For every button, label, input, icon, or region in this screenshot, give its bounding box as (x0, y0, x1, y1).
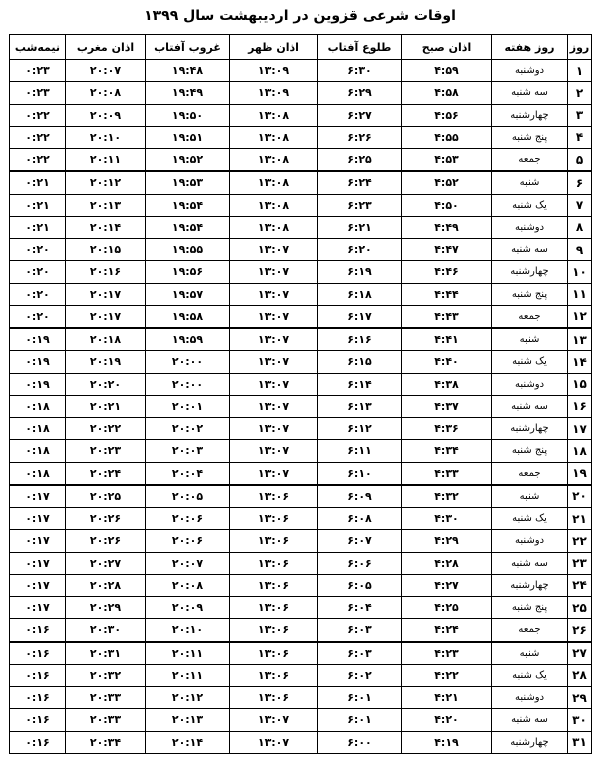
cell-midnight: ۰:۲۱ (10, 216, 66, 238)
cell-dhuhr: ۱۳:۰۷ (230, 328, 318, 351)
table-row (10, 530, 592, 552)
cell-sunrise: ۶:۲۹ (318, 82, 402, 104)
cell-sunset: ۲۰:۱۱ (146, 642, 230, 665)
cell-maghrib: ۲۰:۲۲ (66, 418, 146, 440)
cell-fajr: ۴:۳۲ (402, 485, 492, 508)
cell-sunset: ۲۰:۰۰ (146, 373, 230, 395)
cell-maghrib: ۲۰:۳۳ (66, 709, 146, 731)
cell-sunrise: ۶:۱۷ (318, 305, 402, 328)
cell-fajr: ۴:۴۶ (402, 261, 492, 283)
cell-weekday: شنبه (492, 171, 568, 194)
cell-fajr: ۴:۳۷ (402, 395, 492, 417)
cell-sunrise: ۶:۲۵ (318, 149, 402, 172)
table-row (10, 395, 592, 417)
cell-sunrise: ۶:۰۲ (318, 664, 402, 686)
page-title: اوقات شرعی قزوین در اردیبهشت سال ۱۳۹۹ (144, 8, 456, 24)
cell-midnight: ۰:۱۸ (10, 418, 66, 440)
cell-weekday: یک شنبه (492, 194, 568, 216)
cell-sunset: ۲۰:۰۲ (146, 418, 230, 440)
cell-dhuhr: ۱۳:۰۷ (230, 709, 318, 731)
cell-weekday: دوشنبه (492, 216, 568, 238)
table-row (10, 574, 592, 596)
cell-midnight: ۰:۲۲ (10, 149, 66, 172)
cell-fajr: ۴:۵۵ (402, 126, 492, 148)
table-row (10, 261, 592, 283)
cell-dhuhr: ۱۳:۰۷ (230, 731, 318, 753)
cell-sunrise: ۶:۲۷ (318, 104, 402, 126)
cell-dhuhr: ۱۳:۰۷ (230, 418, 318, 440)
cell-sunrise: ۶:۱۱ (318, 440, 402, 462)
cell-dhuhr: ۱۳:۰۷ (230, 395, 318, 417)
cell-dhuhr: ۱۳:۰۶ (230, 508, 318, 530)
cell-day-number: ۲۱ (568, 508, 592, 530)
cell-day-number: ۲۰ (568, 485, 592, 508)
cell-sunset: ۱۹:۵۵ (146, 239, 230, 261)
cell-midnight: ۰:۲۰ (10, 239, 66, 261)
table-row (10, 508, 592, 530)
cell-dhuhr: ۱۳:۰۶ (230, 664, 318, 686)
cell-day-number: ۷ (568, 194, 592, 216)
table-row (10, 328, 592, 351)
cell-dhuhr: ۱۳:۰۸ (230, 126, 318, 148)
cell-dhuhr: ۱۳:۰۶ (230, 574, 318, 596)
cell-dhuhr: ۱۳:۰۷ (230, 283, 318, 305)
cell-midnight: ۰:۲۳ (10, 82, 66, 104)
cell-sunset: ۲۰:۰۵ (146, 485, 230, 508)
cell-day-number: ۶ (568, 171, 592, 194)
cell-fajr: ۴:۳۳ (402, 462, 492, 485)
cell-dhuhr: ۱۳:۰۷ (230, 373, 318, 395)
cell-midnight: ۰:۱۶ (10, 619, 66, 642)
table-body (10, 60, 592, 754)
table-row (10, 82, 592, 104)
cell-midnight: ۰:۱۸ (10, 462, 66, 485)
table-row (10, 104, 592, 126)
cell-weekday: جمعه (492, 619, 568, 642)
header-dhuhr: اذان ظهر (230, 35, 318, 60)
cell-sunrise: ۶:۱۶ (318, 328, 402, 351)
cell-maghrib: ۲۰:۰۸ (66, 82, 146, 104)
cell-weekday: شنبه (492, 642, 568, 665)
cell-sunrise: ۶:۰۰ (318, 731, 402, 753)
cell-midnight: ۰:۱۶ (10, 664, 66, 686)
cell-day-number: ۳۱ (568, 731, 592, 753)
cell-fajr: ۴:۴۴ (402, 283, 492, 305)
cell-maghrib: ۲۰:۳۲ (66, 664, 146, 686)
cell-maghrib: ۲۰:۱۵ (66, 239, 146, 261)
cell-weekday: پنج شنبه (492, 283, 568, 305)
cell-sunrise: ۶:۱۸ (318, 283, 402, 305)
cell-fajr: ۴:۴۱ (402, 328, 492, 351)
cell-sunrise: ۶:۰۴ (318, 597, 402, 619)
cell-sunrise: ۶:۰۸ (318, 508, 402, 530)
cell-sunset: ۱۹:۵۴ (146, 216, 230, 238)
cell-dhuhr: ۱۳:۰۶ (230, 619, 318, 642)
cell-maghrib: ۲۰:۳۴ (66, 731, 146, 753)
cell-midnight: ۰:۱۷ (10, 597, 66, 619)
cell-fajr: ۴:۳۶ (402, 418, 492, 440)
cell-day-number: ۱۹ (568, 462, 592, 485)
prayer-times-table (9, 34, 592, 754)
cell-maghrib: ۲۰:۲۶ (66, 508, 146, 530)
cell-weekday: شنبه (492, 485, 568, 508)
cell-day-number: ۱۱ (568, 283, 592, 305)
cell-fajr: ۴:۲۲ (402, 664, 492, 686)
cell-weekday: چهارشنبه (492, 574, 568, 596)
cell-sunrise: ۶:۲۶ (318, 126, 402, 148)
cell-sunset: ۲۰:۰۱ (146, 395, 230, 417)
cell-weekday: یک شنبه (492, 351, 568, 373)
cell-sunrise: ۶:۰۱ (318, 709, 402, 731)
cell-sunrise: ۶:۲۱ (318, 216, 402, 238)
cell-midnight: ۰:۱۷ (10, 574, 66, 596)
cell-sunset: ۲۰:۰۸ (146, 574, 230, 596)
cell-dhuhr: ۱۳:۰۶ (230, 642, 318, 665)
cell-fajr: ۴:۲۸ (402, 552, 492, 574)
cell-day-number: ۲۵ (568, 597, 592, 619)
cell-midnight: ۰:۲۳ (10, 60, 66, 82)
cell-sunrise: ۶:۱۰ (318, 462, 402, 485)
table-row (10, 597, 592, 619)
header-sunset: غروب آفتاب (146, 35, 230, 60)
cell-fajr: ۴:۴۰ (402, 351, 492, 373)
cell-day-number: ۳۰ (568, 709, 592, 731)
header-day-number: روز (568, 35, 592, 60)
cell-sunset: ۲۰:۱۴ (146, 731, 230, 753)
table-row (10, 552, 592, 574)
cell-day-number: ۵ (568, 149, 592, 172)
cell-fajr: ۴:۳۴ (402, 440, 492, 462)
cell-midnight: ۰:۱۹ (10, 351, 66, 373)
table-row (10, 194, 592, 216)
cell-weekday: دوشنبه (492, 687, 568, 709)
cell-maghrib: ۲۰:۲۹ (66, 597, 146, 619)
cell-sunset: ۱۹:۵۷ (146, 283, 230, 305)
table-row (10, 687, 592, 709)
table-row (10, 283, 592, 305)
cell-sunrise: ۶:۰۵ (318, 574, 402, 596)
cell-sunrise: ۶:۰۶ (318, 552, 402, 574)
cell-fajr: ۴:۵۹ (402, 60, 492, 82)
table-row (10, 709, 592, 731)
cell-sunrise: ۶:۲۳ (318, 194, 402, 216)
cell-sunset: ۱۹:۵۶ (146, 261, 230, 283)
cell-sunset: ۲۰:۰۰ (146, 351, 230, 373)
cell-dhuhr: ۱۳:۰۹ (230, 60, 318, 82)
cell-sunset: ۱۹:۵۹ (146, 328, 230, 351)
cell-dhuhr: ۱۳:۰۶ (230, 485, 318, 508)
cell-maghrib: ۲۰:۳۰ (66, 619, 146, 642)
cell-midnight: ۰:۱۷ (10, 530, 66, 552)
cell-sunrise: ۶:۰۳ (318, 619, 402, 642)
cell-day-number: ۱۴ (568, 351, 592, 373)
table-row (10, 664, 592, 686)
cell-maghrib: ۲۰:۱۴ (66, 216, 146, 238)
cell-weekday: یک شنبه (492, 664, 568, 686)
header-weekday: روز هفته (492, 35, 568, 60)
cell-sunrise: ۶:۰۷ (318, 530, 402, 552)
cell-day-number: ۱۳ (568, 328, 592, 351)
cell-maghrib: ۲۰:۲۴ (66, 462, 146, 485)
table-row (10, 171, 592, 194)
cell-sunset: ۲۰:۰۳ (146, 440, 230, 462)
table-row (10, 60, 592, 82)
cell-maghrib: ۲۰:۳۳ (66, 687, 146, 709)
cell-sunset: ۲۰:۰۷ (146, 552, 230, 574)
cell-dhuhr: ۱۳:۰۷ (230, 351, 318, 373)
cell-day-number: ۱۰ (568, 261, 592, 283)
cell-day-number: ۲۸ (568, 664, 592, 686)
cell-day-number: ۲۴ (568, 574, 592, 596)
cell-midnight: ۰:۱۸ (10, 395, 66, 417)
cell-fajr: ۴:۲۳ (402, 642, 492, 665)
cell-dhuhr: ۱۳:۰۸ (230, 104, 318, 126)
cell-fajr: ۴:۲۹ (402, 530, 492, 552)
cell-sunrise: ۶:۰۹ (318, 485, 402, 508)
cell-fajr: ۴:۲۵ (402, 597, 492, 619)
cell-dhuhr: ۱۳:۰۷ (230, 261, 318, 283)
cell-sunset: ۲۰:۰۴ (146, 462, 230, 485)
cell-maghrib: ۲۰:۱۲ (66, 171, 146, 194)
cell-dhuhr: ۱۳:۰۸ (230, 216, 318, 238)
cell-sunrise: ۶:۲۴ (318, 171, 402, 194)
cell-dhuhr: ۱۳:۰۷ (230, 462, 318, 485)
table-row (10, 149, 592, 172)
cell-midnight: ۰:۲۰ (10, 283, 66, 305)
cell-day-number: ۳ (568, 104, 592, 126)
cell-midnight: ۰:۲۱ (10, 171, 66, 194)
cell-midnight: ۰:۱۶ (10, 642, 66, 665)
cell-sunset: ۱۹:۵۲ (146, 149, 230, 172)
table-row (10, 462, 592, 485)
cell-maghrib: ۲۰:۲۵ (66, 485, 146, 508)
cell-weekday: سه شنبه (492, 82, 568, 104)
cell-weekday: جمعه (492, 305, 568, 328)
cell-sunset: ۱۹:۵۱ (146, 126, 230, 148)
cell-dhuhr: ۱۳:۰۶ (230, 597, 318, 619)
table-row (10, 239, 592, 261)
cell-sunset: ۲۰:۰۶ (146, 508, 230, 530)
cell-sunset: ۲۰:۱۳ (146, 709, 230, 731)
cell-dhuhr: ۱۳:۰۹ (230, 82, 318, 104)
cell-midnight: ۰:۲۲ (10, 126, 66, 148)
cell-weekday: چهارشنبه (492, 418, 568, 440)
cell-sunrise: ۶:۱۲ (318, 418, 402, 440)
cell-maghrib: ۲۰:۲۶ (66, 530, 146, 552)
table-row (10, 126, 592, 148)
table-row (10, 642, 592, 665)
cell-maghrib: ۲۰:۱۷ (66, 283, 146, 305)
header-maghrib: اذان مغرب (66, 35, 146, 60)
cell-maghrib: ۲۰:۱۰ (66, 126, 146, 148)
cell-weekday: چهارشنبه (492, 731, 568, 753)
table-row (10, 351, 592, 373)
cell-midnight: ۰:۲۱ (10, 194, 66, 216)
cell-midnight: ۰:۱۸ (10, 440, 66, 462)
cell-maghrib: ۲۰:۱۱ (66, 149, 146, 172)
cell-weekday: سه شنبه (492, 239, 568, 261)
cell-sunrise: ۶:۰۱ (318, 687, 402, 709)
cell-maghrib: ۲۰:۱۸ (66, 328, 146, 351)
cell-maghrib: ۲۰:۱۳ (66, 194, 146, 216)
cell-fajr: ۴:۳۰ (402, 508, 492, 530)
cell-sunset: ۲۰:۰۶ (146, 530, 230, 552)
cell-sunset: ۲۰:۱۲ (146, 687, 230, 709)
table-header-row (10, 35, 592, 60)
cell-dhuhr: ۱۳:۰۶ (230, 552, 318, 574)
cell-weekday: پنج شنبه (492, 126, 568, 148)
cell-day-number: ۹ (568, 239, 592, 261)
cell-fajr: ۴:۴۳ (402, 305, 492, 328)
cell-midnight: ۰:۲۰ (10, 261, 66, 283)
cell-day-number: ۲۳ (568, 552, 592, 574)
cell-midnight: ۰:۱۹ (10, 373, 66, 395)
cell-sunset: ۲۰:۱۰ (146, 619, 230, 642)
cell-day-number: ۱۸ (568, 440, 592, 462)
cell-midnight: ۰:۱۶ (10, 731, 66, 753)
cell-sunset: ۱۹:۴۸ (146, 60, 230, 82)
cell-weekday: سه شنبه (492, 395, 568, 417)
cell-weekday: چهارشنبه (492, 104, 568, 126)
cell-sunset: ۱۹:۵۸ (146, 305, 230, 328)
table-row (10, 216, 592, 238)
cell-day-number: ۸ (568, 216, 592, 238)
cell-weekday: چهارشنبه (492, 261, 568, 283)
cell-sunrise: ۶:۲۰ (318, 239, 402, 261)
cell-dhuhr: ۱۳:۰۶ (230, 687, 318, 709)
cell-dhuhr: ۱۳:۰۷ (230, 440, 318, 462)
header-fajr: اذان صبح (402, 35, 492, 60)
cell-day-number: ۱ (568, 60, 592, 82)
cell-sunrise: ۶:۰۳ (318, 642, 402, 665)
cell-day-number: ۲۹ (568, 687, 592, 709)
table-row (10, 373, 592, 395)
cell-dhuhr: ۱۳:۰۸ (230, 171, 318, 194)
cell-sunrise: ۶:۱۳ (318, 395, 402, 417)
cell-weekday: دوشنبه (492, 373, 568, 395)
cell-dhuhr: ۱۳:۰۶ (230, 530, 318, 552)
cell-weekday: شنبه (492, 328, 568, 351)
header-midnight: نیمه‌شب (10, 35, 66, 60)
cell-fajr: ۴:۵۸ (402, 82, 492, 104)
cell-fajr: ۴:۲۷ (402, 574, 492, 596)
cell-sunrise: ۶:۱۹ (318, 261, 402, 283)
cell-midnight: ۰:۱۶ (10, 709, 66, 731)
cell-midnight: ۰:۱۷ (10, 552, 66, 574)
cell-maghrib: ۲۰:۲۰ (66, 373, 146, 395)
cell-midnight: ۰:۱۶ (10, 687, 66, 709)
cell-day-number: ۲۶ (568, 619, 592, 642)
cell-midnight: ۰:۲۲ (10, 104, 66, 126)
table-row (10, 305, 592, 328)
table-row (10, 731, 592, 753)
cell-weekday: سه شنبه (492, 552, 568, 574)
cell-fajr: ۴:۵۶ (402, 104, 492, 126)
cell-day-number: ۴ (568, 126, 592, 148)
cell-sunset: ۲۰:۰۹ (146, 597, 230, 619)
cell-maghrib: ۲۰:۲۱ (66, 395, 146, 417)
table-row (10, 418, 592, 440)
cell-midnight: ۰:۱۷ (10, 485, 66, 508)
cell-weekday: پنج شنبه (492, 440, 568, 462)
cell-sunrise: ۶:۱۴ (318, 373, 402, 395)
cell-day-number: ۱۵ (568, 373, 592, 395)
cell-sunset: ۱۹:۵۴ (146, 194, 230, 216)
cell-weekday: جمعه (492, 149, 568, 172)
cell-day-number: ۲۷ (568, 642, 592, 665)
cell-weekday: پنج شنبه (492, 597, 568, 619)
cell-maghrib: ۲۰:۰۷ (66, 60, 146, 82)
cell-maghrib: ۲۰:۲۸ (66, 574, 146, 596)
cell-dhuhr: ۱۳:۰۸ (230, 149, 318, 172)
cell-fajr: ۴:۵۲ (402, 171, 492, 194)
cell-fajr: ۴:۲۱ (402, 687, 492, 709)
cell-day-number: ۱۲ (568, 305, 592, 328)
cell-maghrib: ۲۰:۲۳ (66, 440, 146, 462)
header-sunrise: طلوع آفتاب (318, 35, 402, 60)
cell-sunset: ۲۰:۱۱ (146, 664, 230, 686)
cell-sunrise: ۶:۳۰ (318, 60, 402, 82)
cell-fajr: ۴:۱۹ (402, 731, 492, 753)
cell-dhuhr: ۱۳:۰۷ (230, 305, 318, 328)
table-row (10, 440, 592, 462)
cell-fajr: ۴:۴۷ (402, 239, 492, 261)
cell-maghrib: ۲۰:۱۶ (66, 261, 146, 283)
cell-sunrise: ۶:۱۵ (318, 351, 402, 373)
cell-maghrib: ۲۰:۱۹ (66, 351, 146, 373)
cell-day-number: ۲ (568, 82, 592, 104)
cell-day-number: ۱۷ (568, 418, 592, 440)
cell-maghrib: ۲۰:۲۷ (66, 552, 146, 574)
cell-fajr: ۴:۲۴ (402, 619, 492, 642)
cell-midnight: ۰:۲۰ (10, 305, 66, 328)
table-row (10, 619, 592, 642)
cell-weekday: دوشنبه (492, 530, 568, 552)
cell-dhuhr: ۱۳:۰۸ (230, 194, 318, 216)
cell-midnight: ۰:۱۷ (10, 508, 66, 530)
cell-fajr: ۴:۲۰ (402, 709, 492, 731)
cell-weekday: جمعه (492, 462, 568, 485)
cell-weekday: دوشنبه (492, 60, 568, 82)
table-row (10, 485, 592, 508)
cell-sunset: ۱۹:۵۳ (146, 171, 230, 194)
cell-weekday: یک شنبه (492, 508, 568, 530)
cell-sunset: ۱۹:۵۰ (146, 104, 230, 126)
cell-maghrib: ۲۰:۰۹ (66, 104, 146, 126)
cell-sunset: ۱۹:۴۹ (146, 82, 230, 104)
cell-day-number: ۱۶ (568, 395, 592, 417)
cell-maghrib: ۲۰:۳۱ (66, 642, 146, 665)
cell-fajr: ۴:۵۰ (402, 194, 492, 216)
cell-weekday: سه شنبه (492, 709, 568, 731)
cell-fajr: ۴:۴۹ (402, 216, 492, 238)
cell-day-number: ۲۲ (568, 530, 592, 552)
cell-maghrib: ۲۰:۱۷ (66, 305, 146, 328)
cell-fajr: ۴:۵۳ (402, 149, 492, 172)
cell-midnight: ۰:۱۹ (10, 328, 66, 351)
cell-fajr: ۴:۳۸ (402, 373, 492, 395)
cell-dhuhr: ۱۳:۰۷ (230, 239, 318, 261)
